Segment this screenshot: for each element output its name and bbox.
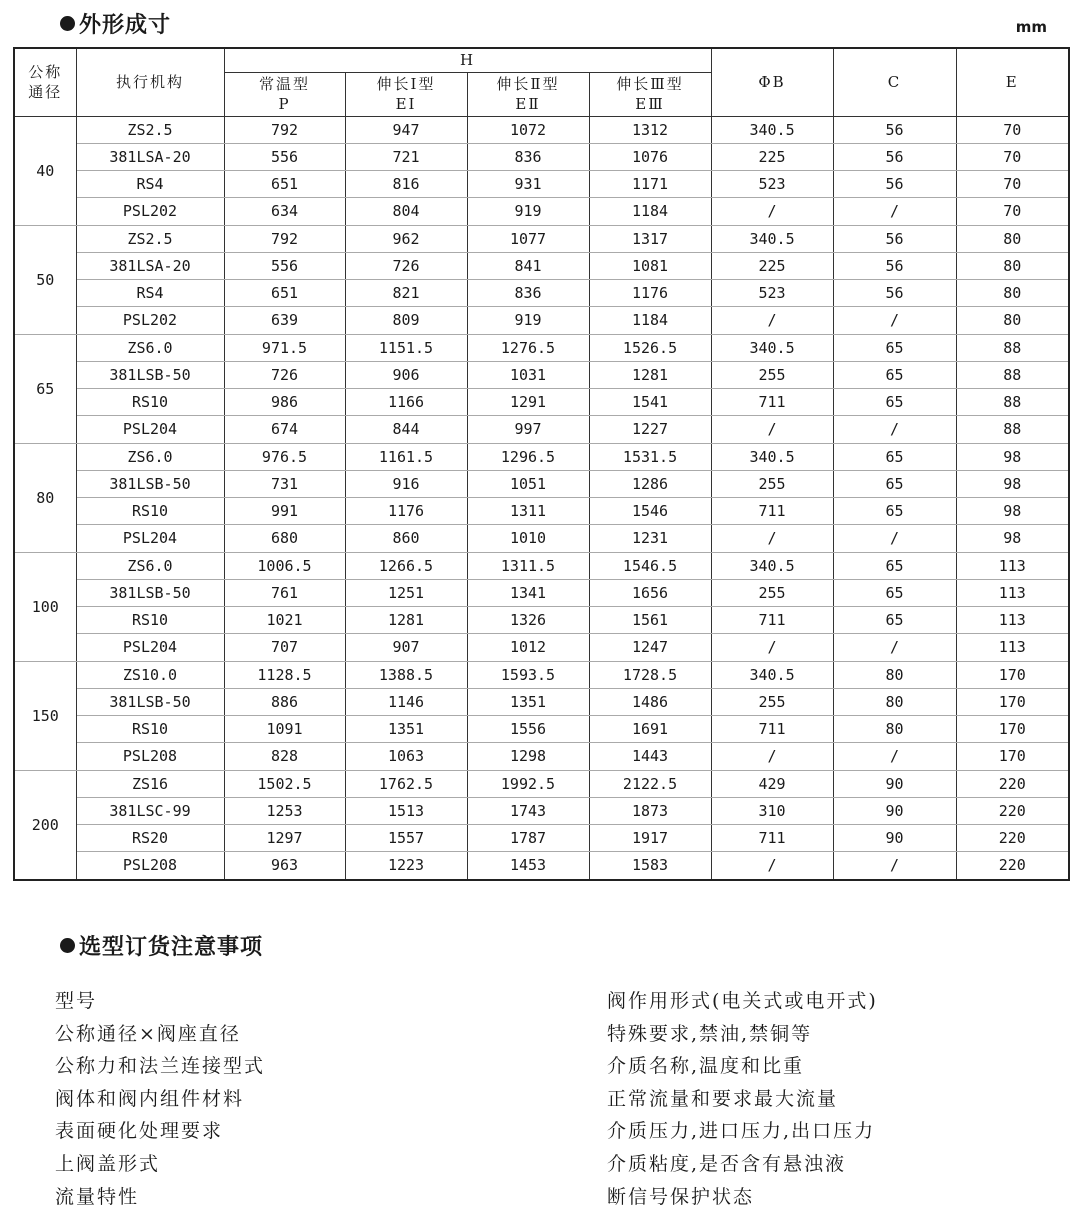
value-cell: 1561	[589, 607, 711, 634]
value-cell: 80	[833, 688, 956, 715]
nominal-diameter-cell: 200	[14, 770, 76, 880]
value-cell: 90	[833, 770, 956, 797]
value-cell: 976.5	[224, 443, 345, 470]
table-row	[14, 225, 1069, 252]
nominal-diameter-cell: 100	[14, 552, 76, 661]
value-cell: 1557	[345, 825, 467, 852]
value-cell: 1526.5	[589, 334, 711, 361]
table-row	[14, 634, 1069, 661]
value-cell: 919	[467, 307, 589, 334]
value-cell: 1311.5	[467, 552, 589, 579]
value-cell: 90	[833, 797, 956, 824]
value-cell: 916	[345, 470, 467, 497]
value-cell: 1593.5	[467, 661, 589, 688]
value-cell: 98	[956, 498, 1069, 525]
value-cell: 255	[711, 470, 833, 497]
section-title-text: 外形成寸	[79, 13, 172, 38]
value-cell: 65	[833, 498, 956, 525]
value-cell: 1326	[467, 607, 589, 634]
value-cell: 88	[956, 389, 1069, 416]
value-cell: 1227	[589, 416, 711, 443]
value-cell: 674	[224, 416, 345, 443]
note-item: 介质粘度,是否含有悬浊液	[607, 1152, 847, 1175]
value-cell: 65	[833, 361, 956, 388]
note-item: 阀作用形式(电关式或电开式)	[607, 990, 878, 1012]
value-cell: /	[711, 525, 833, 552]
value-cell: 1762.5	[345, 770, 467, 797]
table-row	[14, 825, 1069, 852]
value-cell: 1253	[224, 797, 345, 824]
value-cell: 523	[711, 280, 833, 307]
actuator-cell: ZS6.0	[76, 334, 224, 361]
table-row	[14, 661, 1069, 688]
value-cell: /	[711, 416, 833, 443]
value-cell: 971.5	[224, 334, 345, 361]
value-cell: 792	[224, 225, 345, 252]
value-cell: 340.5	[711, 334, 833, 361]
value-cell: 1917	[589, 825, 711, 852]
note-item: 公称力和法兰连接型式	[55, 1055, 266, 1078]
value-cell: 1151.5	[345, 334, 467, 361]
value-cell: 639	[224, 307, 345, 334]
value-cell: 1010	[467, 525, 589, 552]
header-e: E	[956, 48, 1069, 116]
value-cell: 711	[711, 607, 833, 634]
value-cell: 1296.5	[467, 443, 589, 470]
value-cell: 340.5	[711, 443, 833, 470]
value-cell: 886	[224, 688, 345, 715]
value-cell: 220	[956, 852, 1069, 880]
value-cell: 1351	[345, 716, 467, 743]
table-row	[14, 171, 1069, 198]
actuator-cell: 381LSB-50	[76, 579, 224, 606]
note-item: 介质名称,温度和比重	[607, 1055, 805, 1078]
value-cell: 340.5	[711, 661, 833, 688]
note-item: 特殊要求,禁油,禁铜等	[607, 1022, 813, 1045]
value-cell: 80	[956, 252, 1069, 279]
value-cell: 65	[833, 334, 956, 361]
value-cell: 931	[467, 171, 589, 198]
actuator-cell: RS4	[76, 171, 224, 198]
value-cell: 56	[833, 171, 956, 198]
value-cell: 1656	[589, 579, 711, 606]
value-cell: /	[711, 307, 833, 334]
value-cell: 170	[956, 716, 1069, 743]
value-cell: 98	[956, 470, 1069, 497]
value-cell: 1311	[467, 498, 589, 525]
value-cell: 1312	[589, 116, 711, 143]
value-cell: 1021	[224, 607, 345, 634]
table-row	[14, 525, 1069, 552]
value-cell: 65	[833, 443, 956, 470]
actuator-cell: ZS2.5	[76, 116, 224, 143]
header-dn: 公称 通径	[14, 48, 76, 116]
value-cell: 809	[345, 307, 467, 334]
table-row	[14, 552, 1069, 579]
note-item: 表面硬化处理要求	[55, 1120, 224, 1143]
value-cell: 711	[711, 389, 833, 416]
actuator-cell: 381LSB-50	[76, 688, 224, 715]
value-cell: 1266.5	[345, 552, 467, 579]
actuator-cell: RS10	[76, 716, 224, 743]
value-cell: 1351	[467, 688, 589, 715]
table-row	[14, 797, 1069, 824]
value-cell: 98	[956, 525, 1069, 552]
header-e3: 伸长Ⅲ型 EⅢ	[589, 72, 711, 116]
value-cell: 80	[833, 661, 956, 688]
value-cell: 340.5	[711, 116, 833, 143]
value-cell: 844	[345, 416, 467, 443]
value-cell: 711	[711, 825, 833, 852]
value-cell: 98	[956, 443, 1069, 470]
value-cell: 56	[833, 143, 956, 170]
actuator-cell: 381LSC-99	[76, 797, 224, 824]
value-cell: 113	[956, 552, 1069, 579]
value-cell: 170	[956, 743, 1069, 770]
value-cell: 255	[711, 361, 833, 388]
value-cell: /	[833, 307, 956, 334]
nominal-diameter-cell: 80	[14, 443, 76, 552]
actuator-cell: 381LSB-50	[76, 361, 224, 388]
value-cell: 1546	[589, 498, 711, 525]
value-cell: 1297	[224, 825, 345, 852]
actuator-cell: ZS6.0	[76, 552, 224, 579]
value-cell: 88	[956, 361, 1069, 388]
actuator-cell: RS10	[76, 498, 224, 525]
value-cell: 1486	[589, 688, 711, 715]
value-cell: 225	[711, 252, 833, 279]
value-cell: /	[833, 525, 956, 552]
value-cell: 429	[711, 770, 833, 797]
value-cell: 1176	[589, 280, 711, 307]
value-cell: 56	[833, 280, 956, 307]
value-cell: 70	[956, 116, 1069, 143]
value-cell: 721	[345, 143, 467, 170]
note-item: 公称通径×阀座直径	[55, 1022, 241, 1045]
value-cell: 113	[956, 634, 1069, 661]
value-cell: /	[711, 743, 833, 770]
value-cell: 65	[833, 470, 956, 497]
note-item: 正常流量和要求最大流量	[607, 1087, 839, 1110]
value-cell: 1184	[589, 307, 711, 334]
value-cell: 225	[711, 143, 833, 170]
actuator-cell: PSL204	[76, 416, 224, 443]
value-cell: 1291	[467, 389, 589, 416]
value-cell: 1146	[345, 688, 467, 715]
value-cell: 711	[711, 498, 833, 525]
value-cell: 2122.5	[589, 770, 711, 797]
value-cell: 220	[956, 797, 1069, 824]
value-cell: 1076	[589, 143, 711, 170]
section-title-ordering	[60, 930, 263, 961]
value-cell: 523	[711, 171, 833, 198]
value-cell: 962	[345, 225, 467, 252]
actuator-cell: RS4	[76, 280, 224, 307]
value-cell: 947	[345, 116, 467, 143]
value-cell: 1281	[589, 361, 711, 388]
value-cell: 792	[224, 116, 345, 143]
value-cell: 80	[956, 307, 1069, 334]
header-e2: 伸长Ⅱ型 EⅡ	[467, 72, 589, 116]
value-cell: 65	[833, 552, 956, 579]
value-cell: 113	[956, 579, 1069, 606]
value-cell: 1873	[589, 797, 711, 824]
value-cell: 731	[224, 470, 345, 497]
actuator-cell: PSL208	[76, 852, 224, 880]
value-cell: 220	[956, 770, 1069, 797]
note-item: 断信号保护状态	[607, 1185, 755, 1208]
value-cell: 1546.5	[589, 552, 711, 579]
value-cell: 65	[833, 607, 956, 634]
value-cell: 1176	[345, 498, 467, 525]
value-cell: /	[711, 198, 833, 225]
value-cell: 828	[224, 743, 345, 770]
value-cell: 1443	[589, 743, 711, 770]
value-cell: 726	[224, 361, 345, 388]
actuator-cell: ZS10.0	[76, 661, 224, 688]
bullet-icon	[60, 938, 75, 953]
value-cell: 1128.5	[224, 661, 345, 688]
value-cell: 113	[956, 607, 1069, 634]
value-cell: 340.5	[711, 552, 833, 579]
value-cell: /	[833, 198, 956, 225]
value-cell: 1091	[224, 716, 345, 743]
value-cell: 1583	[589, 852, 711, 880]
value-cell: 88	[956, 334, 1069, 361]
value-cell: 651	[224, 171, 345, 198]
value-cell: 56	[833, 252, 956, 279]
value-cell: 816	[345, 171, 467, 198]
value-cell: 1006.5	[224, 552, 345, 579]
header-c: C	[833, 48, 956, 116]
value-cell: 1063	[345, 743, 467, 770]
unit-label: mm	[1015, 18, 1047, 36]
value-cell: 841	[467, 252, 589, 279]
table-row	[14, 116, 1069, 143]
value-cell: 1388.5	[345, 661, 467, 688]
notes-left-list	[55, 985, 607, 1213]
value-cell: 556	[224, 252, 345, 279]
value-cell: 56	[833, 116, 956, 143]
section-title-dimensions	[60, 8, 171, 39]
value-cell: 1276.5	[467, 334, 589, 361]
note-item: 上阀盖形式	[55, 1152, 161, 1175]
nominal-diameter-cell: 40	[14, 116, 76, 225]
actuator-cell: RS10	[76, 607, 224, 634]
nominal-diameter-cell: 150	[14, 661, 76, 770]
value-cell: 556	[224, 143, 345, 170]
table-row	[14, 416, 1069, 443]
table-row	[14, 743, 1069, 770]
value-cell: 1743	[467, 797, 589, 824]
value-cell: 1231	[589, 525, 711, 552]
value-cell: 711	[711, 716, 833, 743]
note-item: 流量特性	[55, 1185, 140, 1208]
table-row	[14, 361, 1069, 388]
value-cell: 1453	[467, 852, 589, 880]
nominal-diameter-cell: 65	[14, 334, 76, 443]
dimensions-table	[13, 47, 1070, 881]
table-row	[14, 716, 1069, 743]
actuator-cell: PSL202	[76, 198, 224, 225]
value-cell: 70	[956, 171, 1069, 198]
value-cell: 907	[345, 634, 467, 661]
header-e1: 伸长Ⅰ型 EⅠ	[345, 72, 467, 116]
actuator-cell: ZS16	[76, 770, 224, 797]
header-b: ΦB	[711, 48, 833, 116]
header-h: H	[224, 48, 711, 72]
value-cell: 1691	[589, 716, 711, 743]
value-cell: 991	[224, 498, 345, 525]
value-cell: 1247	[589, 634, 711, 661]
value-cell: 1531.5	[589, 443, 711, 470]
header-actuator: 执行机构	[76, 48, 224, 116]
value-cell: 836	[467, 280, 589, 307]
value-cell: 1184	[589, 198, 711, 225]
value-cell: 1728.5	[589, 661, 711, 688]
value-cell: 1077	[467, 225, 589, 252]
value-cell: 1081	[589, 252, 711, 279]
value-cell: 1513	[345, 797, 467, 824]
value-cell: 1012	[467, 634, 589, 661]
value-cell: 255	[711, 688, 833, 715]
value-cell: 1161.5	[345, 443, 467, 470]
value-cell: /	[833, 634, 956, 661]
table-row	[14, 579, 1069, 606]
value-cell: 1223	[345, 852, 467, 880]
table-row	[14, 688, 1069, 715]
table-row	[14, 334, 1069, 361]
value-cell: 1251	[345, 579, 467, 606]
actuator-cell: 381LSA-20	[76, 143, 224, 170]
value-cell: 220	[956, 825, 1069, 852]
value-cell: 1031	[467, 361, 589, 388]
header-p: 常温型 P	[224, 72, 345, 116]
table-row	[14, 252, 1069, 279]
value-cell: 255	[711, 579, 833, 606]
notes-right-list	[607, 985, 878, 1213]
value-cell: 80	[833, 716, 956, 743]
table-row	[14, 770, 1069, 797]
value-cell: 726	[345, 252, 467, 279]
value-cell: 1787	[467, 825, 589, 852]
table-row	[14, 143, 1069, 170]
value-cell: 836	[467, 143, 589, 170]
value-cell: 707	[224, 634, 345, 661]
section-title-text: 选型订货注意事项	[79, 935, 264, 960]
value-cell: 963	[224, 852, 345, 880]
value-cell: 634	[224, 198, 345, 225]
note-item: 介质压力,进口压力,出口压力	[607, 1120, 876, 1143]
value-cell: 1502.5	[224, 770, 345, 797]
table-row	[14, 443, 1069, 470]
value-cell: 70	[956, 198, 1069, 225]
note-item: 型号	[55, 990, 98, 1012]
value-cell: 340.5	[711, 225, 833, 252]
table-row	[14, 389, 1069, 416]
value-cell: 90	[833, 825, 956, 852]
value-cell: /	[833, 852, 956, 880]
table-row	[14, 470, 1069, 497]
actuator-cell: PSL204	[76, 634, 224, 661]
note-item: 阀体和阀内组件材料	[55, 1087, 245, 1110]
table-row	[14, 607, 1069, 634]
value-cell: 680	[224, 525, 345, 552]
value-cell: 65	[833, 389, 956, 416]
value-cell: 1171	[589, 171, 711, 198]
value-cell: 804	[345, 198, 467, 225]
actuator-cell: RS20	[76, 825, 224, 852]
value-cell: 56	[833, 225, 956, 252]
actuator-cell: RS10	[76, 389, 224, 416]
table-row	[14, 852, 1069, 880]
value-cell: 986	[224, 389, 345, 416]
value-cell: 821	[345, 280, 467, 307]
value-cell: /	[711, 852, 833, 880]
value-cell: 919	[467, 198, 589, 225]
actuator-cell: 381LSA-20	[76, 252, 224, 279]
actuator-cell: PSL204	[76, 525, 224, 552]
actuator-cell: 381LSB-50	[76, 470, 224, 497]
table-row	[14, 280, 1069, 307]
table-row	[14, 307, 1069, 334]
value-cell: 1341	[467, 579, 589, 606]
value-cell: 1166	[345, 389, 467, 416]
value-cell: 65	[833, 579, 956, 606]
ordering-notes	[55, 985, 1055, 1213]
table-row	[14, 198, 1069, 225]
value-cell: /	[833, 743, 956, 770]
value-cell: 80	[956, 225, 1069, 252]
value-cell: 860	[345, 525, 467, 552]
value-cell: 80	[956, 280, 1069, 307]
value-cell: 761	[224, 579, 345, 606]
value-cell: 1281	[345, 607, 467, 634]
value-cell: /	[711, 634, 833, 661]
value-cell: 1298	[467, 743, 589, 770]
value-cell: 651	[224, 280, 345, 307]
value-cell: 170	[956, 661, 1069, 688]
actuator-cell: ZS2.5	[76, 225, 224, 252]
value-cell: 1051	[467, 470, 589, 497]
value-cell: 1317	[589, 225, 711, 252]
value-cell: /	[833, 416, 956, 443]
value-cell: 997	[467, 416, 589, 443]
table-row	[14, 498, 1069, 525]
value-cell: 70	[956, 143, 1069, 170]
value-cell: 1556	[467, 716, 589, 743]
actuator-cell: PSL202	[76, 307, 224, 334]
value-cell: 1286	[589, 470, 711, 497]
value-cell: 310	[711, 797, 833, 824]
value-cell: 88	[956, 416, 1069, 443]
actuator-cell: ZS6.0	[76, 443, 224, 470]
value-cell: 170	[956, 688, 1069, 715]
nominal-diameter-cell: 50	[14, 225, 76, 334]
value-cell: 1072	[467, 116, 589, 143]
bullet-icon	[60, 16, 75, 31]
value-cell: 1992.5	[467, 770, 589, 797]
value-cell: 1541	[589, 389, 711, 416]
value-cell: 906	[345, 361, 467, 388]
actuator-cell: PSL208	[76, 743, 224, 770]
